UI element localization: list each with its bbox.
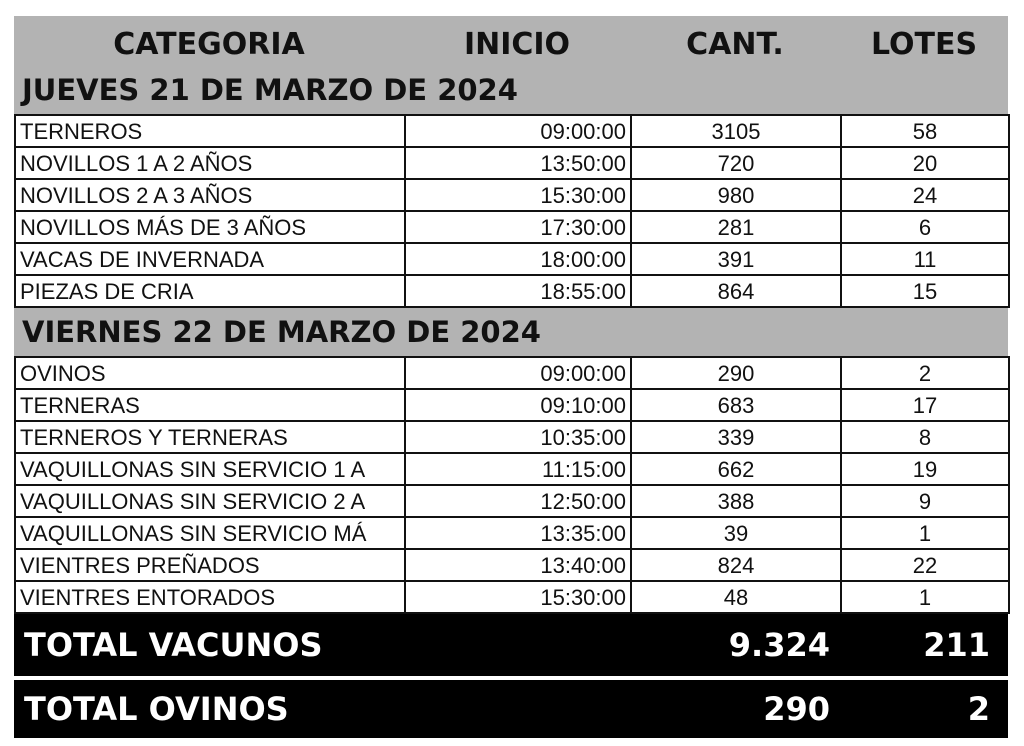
cell-lotes: 1: [841, 581, 1009, 613]
cell-cant: 662: [631, 453, 841, 485]
cell-inicio: 10:35:00: [405, 421, 631, 453]
cell-cant: 339: [631, 421, 841, 453]
total-vacunos-lotes: 211: [923, 626, 990, 664]
cell-categoria: VIENTRES ENTORADOS: [15, 581, 405, 613]
cell-categoria: TERNERAS: [15, 389, 405, 421]
cell-cant: 683: [631, 389, 841, 421]
table-row: [15, 581, 1009, 613]
cell-categoria: NOVILLOS MÁS DE 3 AÑOS: [15, 211, 405, 243]
table-row: [15, 243, 1009, 275]
table-row: [15, 517, 1009, 549]
column-header-row: [14, 16, 1008, 66]
cell-categoria: NOVILLOS 2 A 3 AÑOS: [15, 179, 405, 211]
cell-inicio: 09:10:00: [405, 389, 631, 421]
day-table: [14, 356, 1010, 614]
cell-inicio: 13:40:00: [405, 549, 631, 581]
cell-lotes: 2: [841, 357, 1009, 389]
cell-cant: 388: [631, 485, 841, 517]
table-row: [15, 453, 1009, 485]
cell-lotes: 8: [841, 421, 1009, 453]
cell-cant: 720: [631, 147, 841, 179]
cell-inicio: 11:15:00: [405, 453, 631, 485]
cell-cant: 980: [631, 179, 841, 211]
cell-lotes: 17: [841, 389, 1009, 421]
total-ovinos-lotes: 2: [967, 690, 990, 728]
header-inicio: INICIO: [463, 27, 571, 62]
cell-lotes: 1: [841, 517, 1009, 549]
total-vacunos-row: [14, 614, 1008, 676]
cell-categoria: VAQUILLONAS SIN SERVICIO MÁ: [15, 517, 405, 549]
day-table: [14, 114, 1010, 308]
day-title: VIERNES 22 DE MARZO DE 2024: [14, 308, 1008, 356]
cell-cant: 824: [631, 549, 841, 581]
day-title: JUEVES 21 DE MARZO DE 2024: [14, 66, 1008, 114]
table-row: [15, 115, 1009, 147]
cell-inicio: 15:30:00: [405, 179, 631, 211]
total-vacunos-label: TOTAL VACUNOS: [24, 626, 323, 664]
table-row: [15, 211, 1009, 243]
total-ovinos-row: [14, 680, 1008, 738]
table-row: [15, 179, 1009, 211]
cell-categoria: TERNEROS: [15, 115, 405, 147]
cell-inicio: 17:30:00: [405, 211, 631, 243]
cell-categoria: VAQUILLONAS SIN SERVICIO 1 A: [15, 453, 405, 485]
cell-lotes: 11: [841, 243, 1009, 275]
cell-cant: 39: [631, 517, 841, 549]
table-row: [15, 389, 1009, 421]
cell-inicio: 18:00:00: [405, 243, 631, 275]
cell-lotes: 22: [841, 549, 1009, 581]
cell-categoria: OVINOS: [15, 357, 405, 389]
cell-lotes: 15: [841, 275, 1009, 307]
header-lotes: LOTES: [870, 27, 978, 62]
total-vacunos-cant: 9.324: [728, 626, 830, 664]
cell-lotes: 9: [841, 485, 1009, 517]
cell-inicio: 12:50:00: [405, 485, 631, 517]
cell-cant: 48: [631, 581, 841, 613]
cell-lotes: 19: [841, 453, 1009, 485]
header-categoria: CATEGORIA: [113, 27, 305, 62]
cell-inicio: 15:30:00: [405, 581, 631, 613]
cell-inicio: 13:35:00: [405, 517, 631, 549]
cell-categoria: VIENTRES PREÑADOS: [15, 549, 405, 581]
table-row: [15, 357, 1009, 389]
cell-categoria: VAQUILLONAS SIN SERVICIO 2 A: [15, 485, 405, 517]
cell-categoria: NOVILLOS 1 A 2 AÑOS: [15, 147, 405, 179]
header-cant: CANT.: [686, 27, 784, 62]
table-row: [15, 421, 1009, 453]
cell-lotes: 58: [841, 115, 1009, 147]
cell-categoria: TERNEROS Y TERNERAS: [15, 421, 405, 453]
total-ovinos-label: TOTAL OVINOS: [24, 690, 289, 728]
total-ovinos-cant: 290: [763, 690, 830, 728]
days-container: [14, 66, 1008, 614]
cell-lotes: 6: [841, 211, 1009, 243]
cell-cant: 281: [631, 211, 841, 243]
cell-cant: 864: [631, 275, 841, 307]
table-row: [15, 147, 1009, 179]
cell-categoria: PIEZAS DE CRIA: [15, 275, 405, 307]
cell-inicio: 09:00:00: [405, 115, 631, 147]
cell-inicio: 09:00:00: [405, 357, 631, 389]
cell-lotes: 24: [841, 179, 1009, 211]
table-row: [15, 485, 1009, 517]
table-row: [15, 275, 1009, 307]
auction-schedule-sheet: [14, 16, 1008, 738]
table-row: [15, 549, 1009, 581]
cell-cant: 391: [631, 243, 841, 275]
cell-inicio: 13:50:00: [405, 147, 631, 179]
cell-lotes: 20: [841, 147, 1009, 179]
cell-inicio: 18:55:00: [405, 275, 631, 307]
cell-categoria: VACAS DE INVERNADA: [15, 243, 405, 275]
cell-cant: 3105: [631, 115, 841, 147]
cell-cant: 290: [631, 357, 841, 389]
